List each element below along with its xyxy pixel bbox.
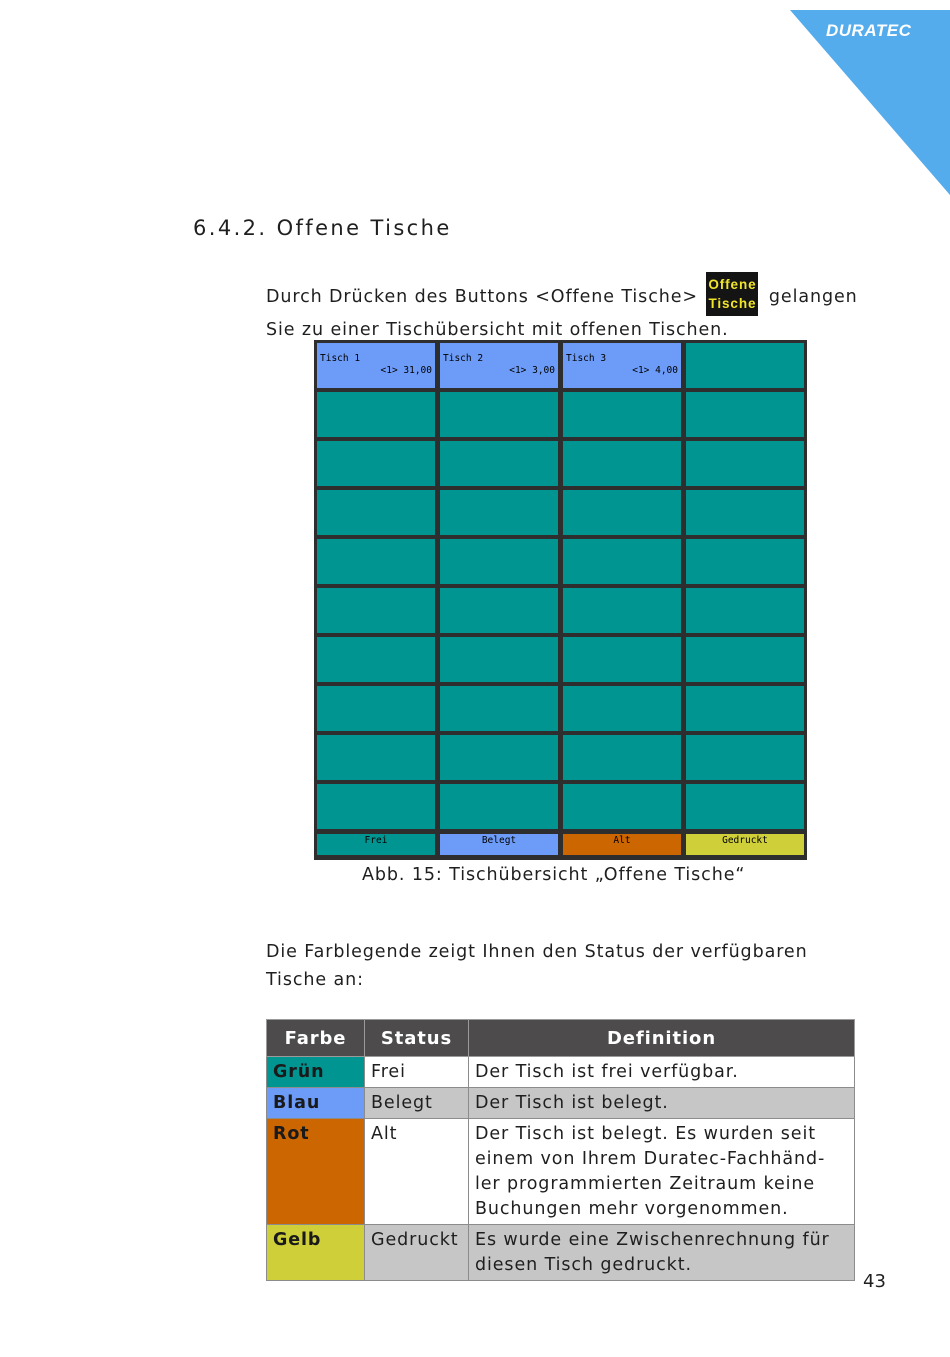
table-button[interactable] [563, 686, 681, 731]
table-button[interactable] [686, 490, 804, 535]
status-cell: Belegt [365, 1088, 469, 1119]
table-button[interactable] [563, 735, 681, 780]
table-button[interactable] [317, 784, 435, 829]
table-button[interactable] [686, 735, 804, 780]
color-cell: Grün [267, 1057, 365, 1088]
button-label-line2: Tische [708, 296, 757, 311]
table-button[interactable] [440, 637, 558, 682]
legend-alt: Alt [563, 834, 681, 855]
table-button[interactable] [317, 490, 435, 535]
intro-paragraph [266, 272, 866, 344]
table-amount: <1> 31,00 [380, 365, 432, 376]
table-button[interactable] [317, 343, 435, 388]
legend-belegt: Belegt [440, 834, 558, 855]
status-cell: Frei [365, 1057, 469, 1088]
table-button[interactable] [440, 686, 558, 731]
page-number: 43 [863, 1271, 886, 1292]
table-button[interactable] [440, 784, 558, 829]
legend-gedruckt: Gedruckt [686, 834, 804, 855]
table-button[interactable] [563, 392, 681, 437]
table-name: Tisch 1 [320, 353, 361, 364]
table-button[interactable] [563, 490, 681, 535]
table-grid [317, 343, 804, 829]
table-button[interactable] [686, 784, 804, 829]
legend-intro-paragraph: Die Farblegende zeigt Ihnen den Status der verfügbaren Tische an: [266, 942, 808, 990]
color-cell: Blau [267, 1088, 365, 1119]
table-button[interactable] [317, 539, 435, 584]
table-button[interactable] [563, 637, 681, 682]
table-button[interactable] [440, 735, 558, 780]
table-button[interactable] [440, 392, 558, 437]
section-heading: 6.4.2. Offene Tische [193, 216, 452, 240]
status-cell: Alt [365, 1119, 469, 1225]
definition-cell: Der Tisch ist frei verfügbar. [469, 1057, 855, 1088]
table-name: Tisch 2 [443, 353, 484, 364]
table-button[interactable] [686, 588, 804, 633]
table-row [267, 1088, 855, 1119]
color-cell: Rot [267, 1119, 365, 1225]
table-button[interactable] [440, 588, 558, 633]
table-row [267, 1057, 855, 1088]
definition-cell: Der Tisch ist belegt. Es wurden seit einem von Ihrem Duratec-Fachhänd-ler programmierten Zeitraum keine Buchungen mehr vorgenommen. [469, 1119, 855, 1225]
table-button[interactable] [317, 441, 435, 486]
table-button[interactable] [563, 588, 681, 633]
status-cell: Gedruckt [365, 1225, 469, 1281]
table-button[interactable] [686, 637, 804, 682]
table-button[interactable] [563, 784, 681, 829]
color-legend [317, 834, 804, 855]
table-button[interactable] [563, 539, 681, 584]
table-overview-screenshot [314, 340, 807, 860]
table-button[interactable] [440, 490, 558, 535]
table-button[interactable] [686, 343, 804, 388]
button-label-line1: Offene [708, 277, 757, 292]
table-button[interactable] [317, 637, 435, 682]
header-status: Status [365, 1020, 469, 1057]
table-button[interactable] [563, 343, 681, 388]
legend-frei: Frei [317, 834, 435, 855]
table-amount: <1> 4,00 [632, 365, 678, 376]
table-button[interactable] [686, 539, 804, 584]
table-button[interactable] [686, 686, 804, 731]
table-button[interactable] [686, 441, 804, 486]
table-button[interactable] [317, 686, 435, 731]
table-row [267, 1225, 855, 1281]
table-header-row [267, 1020, 855, 1057]
table-row [267, 1119, 855, 1225]
brand-logo: DURATEC [826, 21, 912, 40]
header-farbe: Farbe [267, 1020, 365, 1057]
figure-caption: Abb. 15: Tischübersicht „Offene Tische“ [362, 865, 746, 885]
table-amount: <1> 3,00 [509, 365, 555, 376]
definition-cell: Es wurde eine Zwischenrechnung für diesen Tisch gedruckt. [469, 1225, 855, 1281]
table-button[interactable] [317, 392, 435, 437]
intro-text-after: gelangen Sie zu einer Tischübersicht mit offenen Tischen. [266, 287, 858, 340]
table-button[interactable] [317, 735, 435, 780]
color-cell: Gelb [267, 1225, 365, 1281]
table-button[interactable] [317, 588, 435, 633]
intro-text-before: Durch Drücken des Buttons <Offene Tische> [266, 287, 698, 307]
table-button[interactable] [563, 441, 681, 486]
table-button[interactable] [440, 539, 558, 584]
table-button[interactable] [440, 441, 558, 486]
offene-tische-button-icon [706, 272, 758, 316]
status-table [266, 1019, 855, 1281]
table-name: Tisch 3 [566, 353, 607, 364]
header-definition: Definition [469, 1020, 855, 1057]
table-button[interactable] [686, 392, 804, 437]
definition-cell: Der Tisch ist belegt. [469, 1088, 855, 1119]
table-button[interactable] [440, 343, 558, 388]
